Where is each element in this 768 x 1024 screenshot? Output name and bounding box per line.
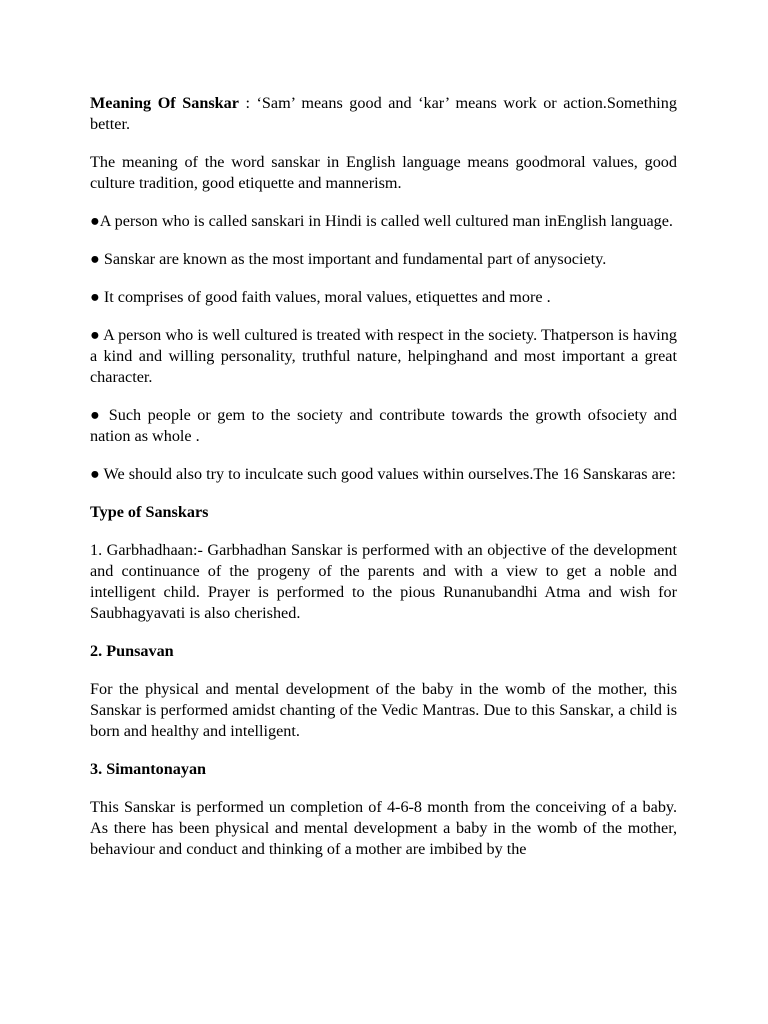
document-page [90,93,677,877]
sanskar-garbhadhaan-body: 1. Garbhadhaan:- Garbhadhan Sanskar is performed with an objective of the development and continuance of the progeny of the parents and with a view to get a noble and intelligent child. Prayer is performed to the pious Runanubandhi Atma and wish for Saubhagyavati is also cherished. [90,541,677,622]
types-heading: Type of Sanskars [90,503,209,521]
paragraph-meaning: The meaning of the word sanskar in English language means goodmoral values, good culture tradition, good etiquette and mannerism. [90,153,677,192]
bullet-fundamental: ● Sanskar are known as the most important and fundamental part of anysociety. [90,250,607,268]
intro-term: Meaning Of Sanskar [90,94,239,112]
bullet-gem-to-society: ● Such people or gem to the society and contribute towards the growth ofsociety and nation as whole . [90,406,677,445]
intro-paragraph [90,93,677,135]
sanskar-punsavan-body: For the physical and mental development of the baby in the womb of the mother, this Sanskar is performed amidst chanting of the Vedic Mantras. Due to this Sanskar, a child is born and healthy and intelligent. [90,680,677,740]
bullet-inculcate: ● We should also try to inculcate such good values within ourselves.The 16 Sanskaras are: [90,465,676,483]
sanskar-simantonayan-heading: 3. Simantonayan [90,760,207,778]
intro-definition: : ‘Sam’ means good and ‘kar’ means work or action.Something better. [90,94,677,133]
bullet-values: ● It comprises of good faith values, moral values, etiquettes and more . [90,288,551,306]
sanskar-punsavan-heading: 2. Punsavan [90,642,174,660]
bullet-well-cultured: ● A person who is well cultured is treated with respect in the society. Thatperson is having a kind and willing personality, truthful nature, helpinghand and most important a great character. [90,326,677,386]
bullet-sanskari: ●A person who is called sanskari in Hindi is called well cultured man inEnglish language. [90,212,673,230]
sanskar-simantonayan-body: This Sanskar is performed un completion of 4-6-8 month from the conceiving of a baby. As there has been physical and mental development a baby in the womb of the mother, behaviour and conduct and thinking of a mother are imbibed by the [90,798,677,858]
